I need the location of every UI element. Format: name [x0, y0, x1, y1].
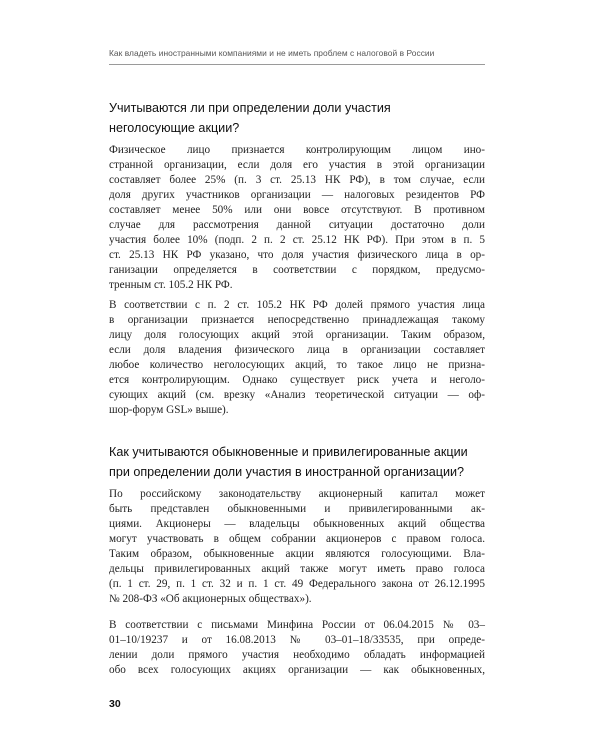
- text-line: могут участвовать в общем собрании акционеров с правом голоса.: [109, 533, 485, 545]
- text-line: странной организации, если доля его участия в этой организации: [109, 159, 485, 171]
- section-1-paragraph-2: [109, 298, 485, 418]
- section-2-heading-line: при определении доли участия в иностранной организации?: [109, 465, 465, 479]
- text-line: дельцы привилегированных акций также могут иметь право голоса: [109, 563, 485, 575]
- section-2-paragraph-2: [109, 618, 485, 678]
- text-line: Таким образом, обыкновенные акции являются голосующими. Вла-: [109, 548, 485, 560]
- text-line: доля других участников организации — налоговых резидентов РФ: [109, 189, 485, 201]
- text-line: участия более 10% (подп. 2 п. 2 ст. 25.12 НК РФ). При этом в п. 5: [109, 234, 485, 246]
- text-line: лицу доля голосующих акций этой организации. Таким образом,: [109, 329, 485, 341]
- text-line: если доля владения физического лица в организации составляет: [109, 344, 485, 356]
- text-line: тренным ст. 105.2 НК РФ.: [109, 279, 233, 291]
- text-line: быть представлен обыкновенными и привилегированными ак-: [109, 503, 485, 515]
- text-line: сующих акций (см. врезку «Анализ теоретической ситуации — оф-: [109, 389, 485, 401]
- text-line: составляет менее 50% или они вовсе отсутствуют. В противном: [109, 204, 485, 216]
- text-line: 01–10/19237 и от 16.08.2013 № 03–01–18/33535, при опреде-: [109, 634, 485, 646]
- text-line: случае для рассмотрения данной ситуации достаточно доли: [109, 219, 485, 231]
- text-line: ется контролирующим. Однако существует риск учета и неголо-: [109, 374, 485, 386]
- running-header: Как владеть иностранными компаниями и не иметь проблем с налоговой в России: [109, 48, 435, 58]
- text-line: Физическое лицо признается контролирующим лицом ино-: [109, 144, 485, 156]
- section-1-heading-line: неголосующие акции?: [109, 121, 240, 135]
- section-2-heading: [109, 442, 489, 482]
- section-1-paragraph-1: [109, 143, 485, 293]
- text-line: циями. Акционеры — владельцы обыкновенных акций общества: [109, 518, 485, 530]
- section-1-heading-line: Учитываются ли при определении доли участия: [109, 101, 391, 115]
- section-1-heading: [109, 98, 489, 138]
- text-line: шор-форум GSL» выше).: [109, 404, 229, 416]
- text-line: ганизации определяется в соответствии с порядком, предусмо-: [109, 264, 485, 276]
- text-line: По российскому законодательству акционерный капитал может: [109, 488, 485, 500]
- text-line: (п. 1 ст. 29, п. 1 ст. 32 и п. 1 ст. 49 Федерального закона от 26.12.1995: [109, 578, 485, 590]
- text-line: любое количество неголосующих акций, то такое лицо не призна-: [109, 359, 485, 371]
- text-line: составляет более 25% (п. 3 ст. 25.13 НК РФ), в том случае, если: [109, 174, 485, 186]
- page-number: 30: [109, 698, 121, 710]
- section-2-heading-line: Как учитываются обыкновенные и привилегированные акции: [109, 445, 468, 459]
- text-line: В соответствии с п. 2 ст. 105.2 НК РФ долей прямого участия лица: [109, 299, 485, 311]
- text-line: лении доли прямого участия необходимо обладать информацией: [109, 649, 485, 661]
- text-line: обо всех голосующих акциях организации — как обыкновенных,: [109, 664, 485, 676]
- text-line: В соответствии с письмами Минфина России от 06.04.2015 № 03–: [109, 619, 485, 631]
- text-line: в организации признается непосредственно принадлежащая такому: [109, 314, 485, 326]
- header-divider: [109, 64, 485, 65]
- section-2-paragraph-1: [109, 487, 485, 607]
- text-line: № 208-ФЗ «Об акционерных обществах»).: [109, 593, 312, 605]
- text-line: ст. 25.13 НК РФ указано, что доля участия физического лица в ор-: [109, 249, 485, 261]
